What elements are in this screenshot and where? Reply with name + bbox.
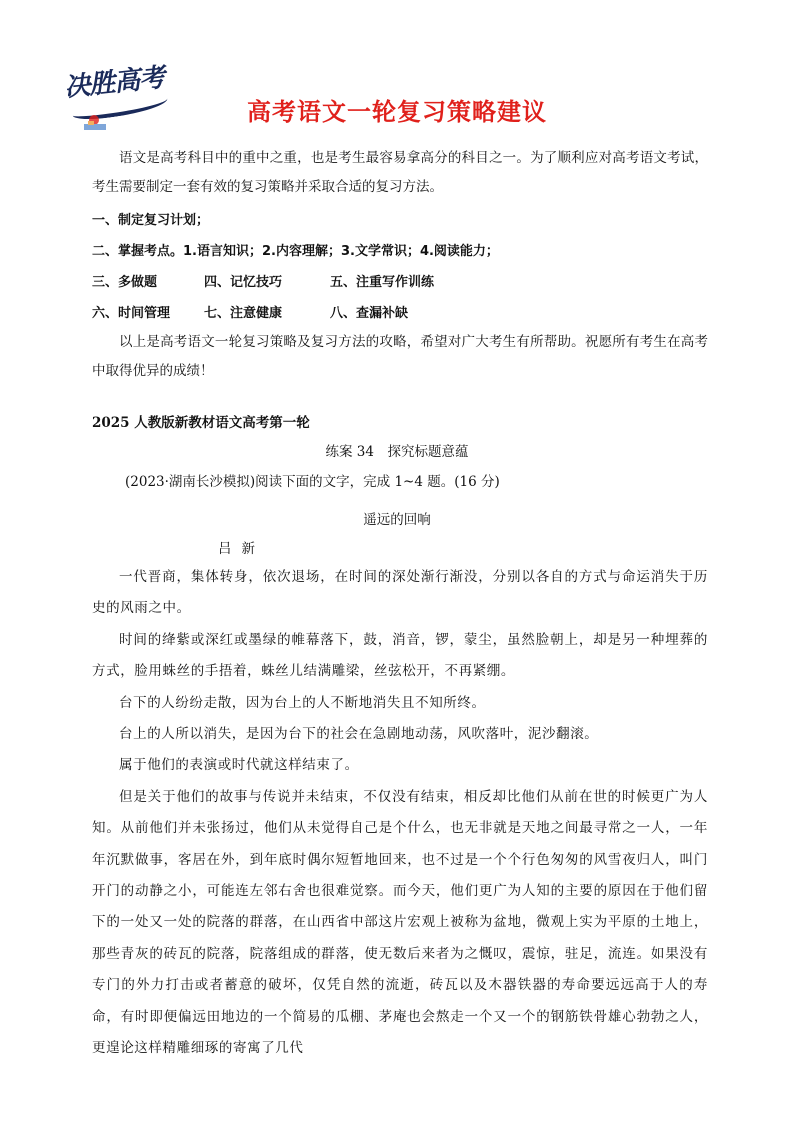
lesson-title: 练案 34 探究标题意蕴 [325,444,469,460]
point-item: 六、时间管理 [92,306,171,321]
point-item: 八、查漏补缺 [330,306,409,321]
logo-text: 决胜高考 [62,62,166,104]
essay-paragraph: 但是关于他们的故事与传说并未结束，不仅没有结束，相反却比他们从前在世的时候更广为人知。从前他们并未张扬过，他们从未觉得自己是个什么，也无非就是天地之间最寻常之一人，一年年沉默做事，客居在外，到年底时偶尔短暂地回来，也不过是一个个行色匆匆的风雪夜归人，叫门开门的动静之小，可能连左邻右舍也很难觉察。而今天，他们更广为人知的主要的原因在于他们留下的一处又一处的院落的群落，在山西省中部这片宏观上被称为盆地，微观上实为平原的土地上，那些青灰的砖瓦的院落，院落组成的群落，使无数后来者为之慨叹，震惊，驻足，流连。如果没有专门的外力打击或者蓄意的破坏，仅凭自然的流逝，砖瓦以及木器铁器的寿命要远远高于人的寿命，有时即便偏远田地边的一个简易的瓜棚、茅庵也会熬走一个又一个的钢筋铁骨雄心勃勃之人，更遑论这样精雕细琢的寄寓了几代 [92,788,708,1057]
essay-paragraph: 台下的人纷纷走散，因为台上的人不断地消失且不知所终。 [119,694,486,711]
point-line-1: 一、制定复习计划； [92,213,210,228]
intro-paragraph: 语文是高考科目中的重中之重，也是考生最容易拿高分的科目之一。为了顺利应对高考语文考试，考生需要制定一套有效的复习策略并采取合适的复习方法。 [92,150,708,195]
essay-author: 吕新 [218,541,265,557]
point-item: 五、注重写作训练 [330,275,435,290]
point-item: 三、多做题 [92,275,158,290]
point-line-4 [92,302,408,321]
section-title: 2025 人教版新教材语文高考第一轮 [92,415,310,431]
page-title: 高考语文一轮复习策略建议 [247,98,547,126]
essay-body [92,562,708,1065]
essay-title: 遥远的回响 [363,512,431,528]
closing-paragraph: 以上是高考语文一轮复习策略及复习方法的攻略，希望对广大考生有所帮助。祝愿所有考生在高考中取得优异的成绩！ [92,334,708,379]
essay-paragraph: 一代晋商，集体转身，依次退场，在时间的深处渐行渐没，分别以各自的方式与命运消失于历史的风雨之中。 [92,569,708,617]
question-source: (2023·湖南长沙模拟)阅读下面的文字，完成 1~4 题。(16 分) [125,474,500,490]
point-line-2: 二、掌握考点。1.语言知识；2.内容理解；3.文学常识；4.阅读能力； [92,244,499,259]
point-item: 四、记忆技巧 [204,275,283,290]
point-line-3 [92,271,434,290]
essay-paragraph: 属于他们的表演或时代就这样结束了。 [119,757,359,774]
essay-paragraph: 台上的人所以消失，是因为台下的社会在急剧地动荡，风吹落叶，泥沙翻滚。 [119,726,599,743]
point-item: 七、注意健康 [204,306,283,321]
essay-paragraph: 时间的绛紫或深红或墨绿的帷幕落下，鼓，消音，锣，蒙尘，虽然脸朝上，却是另一种埋葬的方式，脸用蛛丝的手捂着，蛛丝儿结满雕梁，丝弦松开，不再紧绷。 [92,631,708,680]
